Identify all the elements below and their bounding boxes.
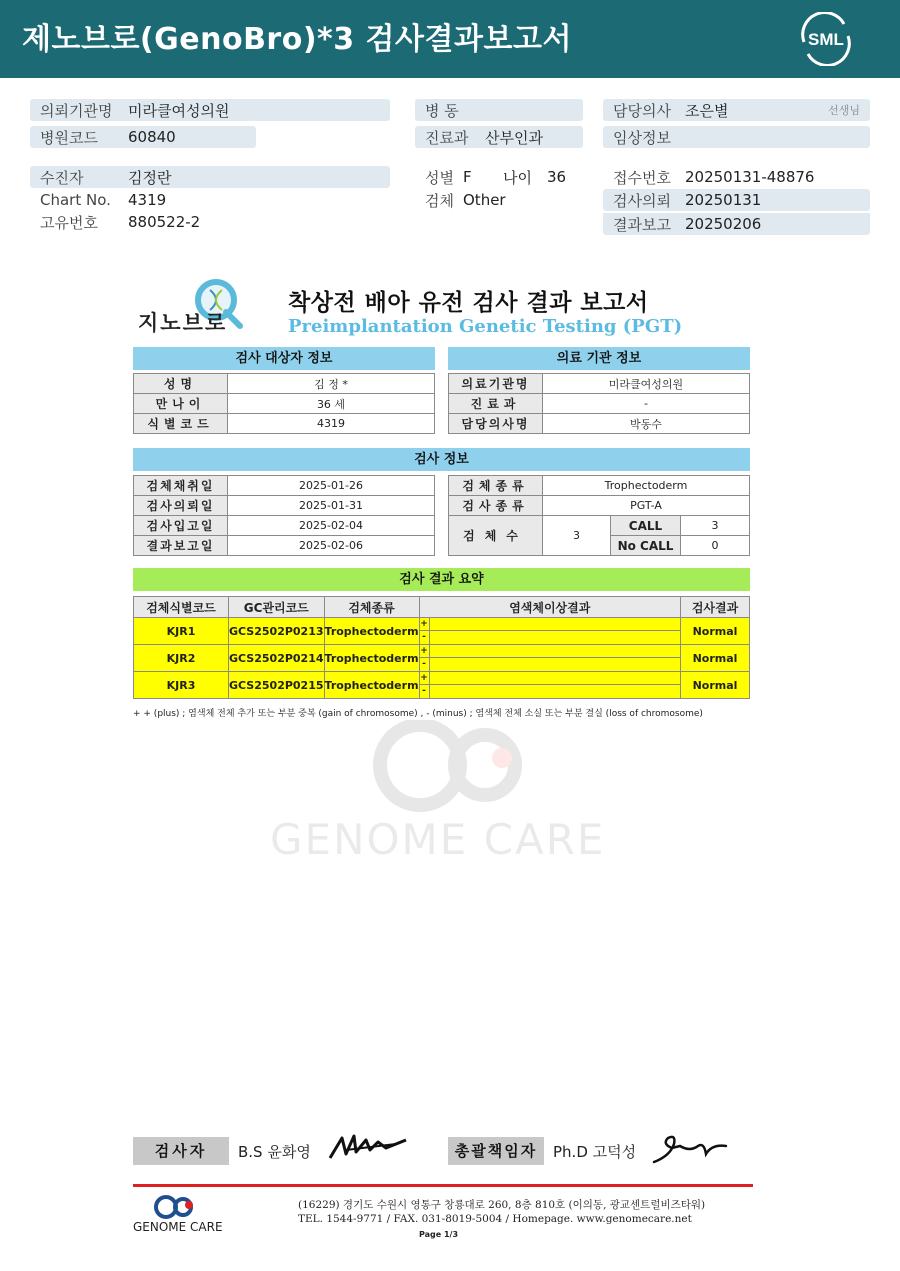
abnormality-cell [429,618,680,645]
test-type-key: 검사종류 [449,496,543,516]
sml-logo-text: SML [808,30,844,49]
receipt-label: 접수번호 [613,168,671,187]
subject-key: 만나이 [134,394,228,414]
report-date-label: 결과보고 [613,215,671,234]
institution-value: 미라클여성의원 [543,374,750,394]
request-label: 검사의뢰 [613,191,671,210]
plus-minus-marks [419,672,429,699]
supervisor-label: 총괄책임자 [448,1137,544,1165]
table-row [134,645,750,672]
table-row [134,496,435,516]
table-row [134,516,435,536]
call-value: 3 [681,516,750,536]
plus-mark: + [420,619,428,629]
abnormality-cell [429,672,680,699]
date-value: 2025-02-06 [228,536,435,556]
test-type-value: PGT-A [543,496,750,516]
test-dates-table [133,475,435,556]
result-id: KJR2 [134,645,229,672]
result-type: Trophectoderm [324,618,419,645]
specimen-value: Other [463,191,506,209]
unique-value: 880522-2 [128,213,201,231]
date-key: 검사입고일 [134,516,228,536]
plus-minus-marks [419,645,429,672]
summary-section-header: 검사 결과 요약 [133,568,750,591]
footer-divider [133,1184,753,1187]
date-value: 2025-01-26 [228,476,435,496]
age-label: 나이 [503,168,532,187]
report-date-value: 20250206 [685,215,762,233]
result-id: KJR3 [134,672,229,699]
patient-label: 수진자 [40,168,84,187]
subject-value: 김 정 * [228,374,435,394]
call-label: CALL [611,516,681,536]
test-section-header: 검사 정보 [133,448,750,471]
table-row [449,496,750,516]
test-specimen-table [448,475,750,556]
minus-mark: - [422,686,426,696]
minus-mark: - [422,659,426,669]
table-row [134,374,435,394]
subject-section-header: 검사 대상자 정보 [133,347,435,370]
table-row [134,394,435,414]
table-row [134,536,435,556]
department-label: 진료과 [425,128,469,147]
sex-value: F [463,168,472,186]
result-status: Normal [681,618,750,645]
result-id: KJR1 [134,618,229,645]
hospital-code-label: 병원코드 [40,128,98,147]
institution-key: 담당의사명 [449,414,543,434]
results-header-abnormality: 염색체이상결과 [419,597,680,618]
date-key: 검사의뢰일 [134,496,228,516]
results-table [133,596,750,699]
institution-value: 박동수 [543,414,750,434]
result-gc: GCS2502P0214 [229,645,325,672]
result-status: Normal [681,672,750,699]
tester-signature-icon [326,1130,410,1166]
tester-label: 검사자 [133,1137,229,1165]
footer-contact: TEL. 1544-9771 / FAX. 031-8019-5004 / Homepage. www.genomecare.net [298,1213,692,1225]
doctor-suffix: 선생님 [828,104,860,117]
result-gc: GCS2502P0215 [229,672,325,699]
results-header-id: 검체식별코드 [134,597,229,618]
subject-key: 식별코드 [134,414,228,434]
genobro-brand: 지노브로 [138,311,228,335]
institution-section-header: 의료 기관 정보 [448,347,750,370]
specimen-label: 검체 [425,191,454,210]
table-row [449,414,750,434]
ward-label: 병 동 [425,101,459,120]
footer-address-block [298,1198,705,1226]
plus-mark: + [420,646,428,656]
table-row [134,414,435,434]
chart-label: Chart No. [40,191,111,209]
subject-key: 성명 [134,374,228,394]
age-value: 36 [547,168,567,186]
table-row [134,672,750,699]
tester-name: B.S 윤화영 [238,1143,311,1161]
nocall-label: No CALL [611,536,681,556]
report-subtitle: Preimplantation Genetic Testing (PGT) [288,316,683,337]
supervisor-signature-icon [650,1130,730,1168]
footer-brand: GENOME CARE [133,1220,223,1234]
subject-table [133,373,435,434]
abnormality-cell [429,645,680,672]
table-row [449,374,750,394]
watermark-text: GENOME CARE [270,815,606,864]
institution-key: 의료기관명 [449,374,543,394]
unique-label: 고유번호 [40,213,98,232]
table-row [449,516,750,536]
footer-address: (16229) 경기도 수원시 영통구 창룡대로 260, 8층 810호 (이의동, 광교센트럴비즈타워) [298,1199,706,1211]
institution-key: 진료과 [449,394,543,414]
table-row [134,476,435,496]
receipt-value: 20250131-48876 [685,168,815,186]
result-gc: GCS2502P0213 [229,618,325,645]
institution-value: 미라클여성의원 [128,101,230,120]
specimen-type-key: 검체종류 [449,476,543,496]
request-value: 20250131 [685,191,762,209]
doctor-label: 담당의사 [613,101,671,120]
chart-value: 4319 [128,191,167,209]
institution-table [448,373,750,434]
date-value: 2025-01-31 [228,496,435,516]
subject-value: 36 세 [228,394,435,414]
table-row [134,618,750,645]
plus-minus-marks [419,618,429,645]
minus-mark: - [422,632,426,642]
institution-value: - [543,394,750,414]
date-value: 2025-02-04 [228,516,435,536]
count-value: 3 [543,516,611,556]
header-title: 제노브로(GenoBro)*3 검사결과보고서 [22,22,572,57]
date-key: 결과보고일 [134,536,228,556]
table-row [449,476,750,496]
institution-label: 의뢰기관명 [40,101,113,120]
clinical-label: 임상정보 [613,128,671,147]
supervisor-name: Ph.D 고덕성 [553,1143,637,1161]
specimen-type-value: Trophectoderm [543,476,750,496]
result-type: Trophectoderm [324,672,419,699]
results-header-result: 검사결과 [681,597,750,618]
page-number: Page 1/3 [419,1230,459,1239]
patient-value: 김정란 [128,168,172,187]
date-key: 검체채취일 [134,476,228,496]
results-header-type: 검체종류 [324,597,419,618]
hospital-code-value: 60840 [128,128,176,146]
nocall-value: 0 [681,536,750,556]
sex-label: 성별 [425,168,454,187]
result-type: Trophectoderm [324,645,419,672]
count-key: 검체수 [449,516,543,556]
doctor-value: 조은별 [685,101,729,120]
table-row [449,394,750,414]
subject-value: 4319 [228,414,435,434]
legend-note: + + (plus) ; 염색체 전체 추가 또는 부분 중복 (gain of chromosome) , - (minus) ; 염색체 전체 소실 또는 부분 결실 (loss of chromosome) [133,709,703,719]
results-header-row [134,597,750,618]
plus-mark: + [420,673,428,683]
results-header-gc: GC관리코드 [229,597,325,618]
department-value: 산부인과 [485,128,543,147]
result-status: Normal [681,645,750,672]
report-title: 착상전 배아 유전 검사 결과 보고서 [288,290,649,316]
